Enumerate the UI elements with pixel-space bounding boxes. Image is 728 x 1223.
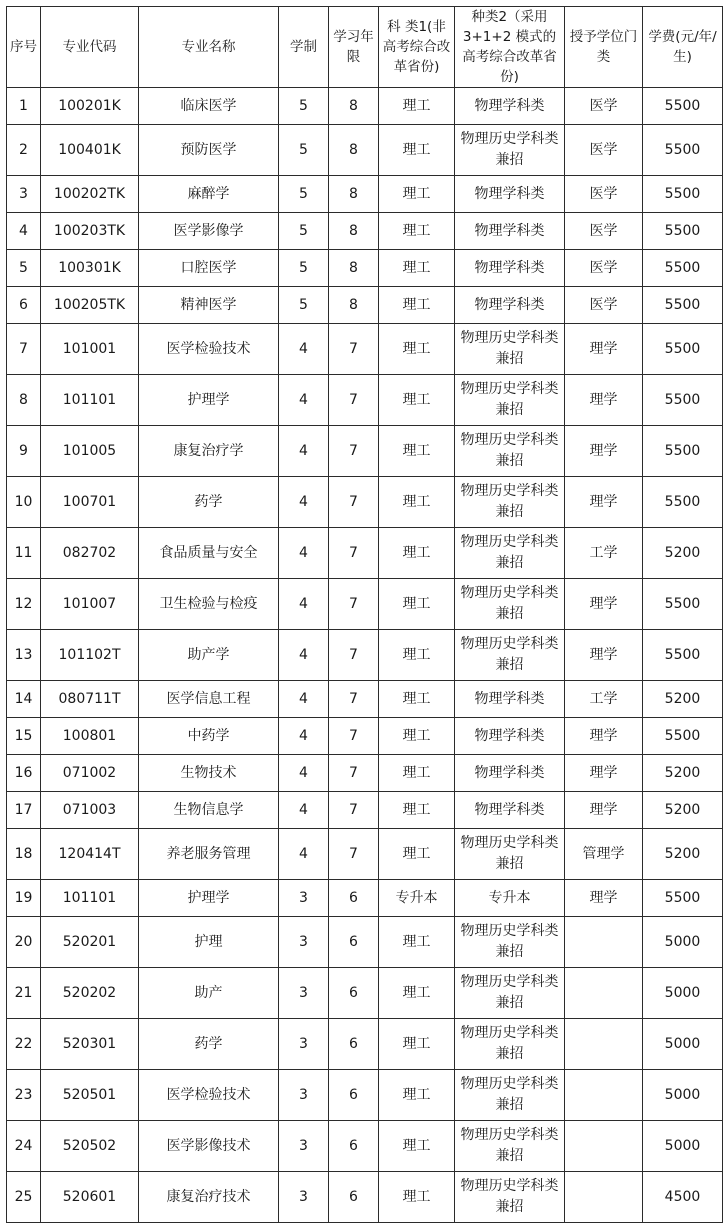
- table-row: [7, 681, 723, 718]
- cell-category-1: 理工: [379, 1019, 455, 1070]
- cell-major-code: 520301: [41, 1019, 139, 1070]
- cell-degree: [565, 1172, 643, 1223]
- cell-major-code: 100801: [41, 718, 139, 755]
- cell-major-name: 麻醉学: [139, 176, 279, 213]
- cell-category-1: 理工: [379, 1172, 455, 1223]
- cell-major-code: 080711T: [41, 681, 139, 718]
- cell-fee: 5000: [643, 917, 723, 968]
- header-fee: 学费(元/年/生): [643, 7, 723, 88]
- cell-major-code: 101101: [41, 375, 139, 426]
- cell-category-2: 物理历史学科类兼招: [455, 426, 565, 477]
- cell-system: 3: [279, 1121, 329, 1172]
- cell-seq: 19: [7, 880, 41, 917]
- cell-fee: 5500: [643, 630, 723, 681]
- cell-seq: 21: [7, 968, 41, 1019]
- cell-degree: 工学: [565, 681, 643, 718]
- cell-study-years: 8: [329, 250, 379, 287]
- cell-category-2: 物理历史学科类兼招: [455, 917, 565, 968]
- cell-seq: 14: [7, 681, 41, 718]
- cell-system: 3: [279, 1070, 329, 1121]
- cell-degree: [565, 1121, 643, 1172]
- cell-category-2: 物理学科类: [455, 681, 565, 718]
- cell-study-years: 7: [329, 579, 379, 630]
- cell-system: 4: [279, 718, 329, 755]
- cell-system: 4: [279, 426, 329, 477]
- cell-study-years: 8: [329, 176, 379, 213]
- cell-degree: 医学: [565, 213, 643, 250]
- cell-major-name: 医学影像学: [139, 213, 279, 250]
- cell-category-2: 物理历史学科类兼招: [455, 968, 565, 1019]
- cell-category-1: 理工: [379, 125, 455, 176]
- cell-category-2: 物理学科类: [455, 792, 565, 829]
- cell-seq: 5: [7, 250, 41, 287]
- cell-seq: 4: [7, 213, 41, 250]
- cell-system: 4: [279, 579, 329, 630]
- cell-major-name: 护理学: [139, 375, 279, 426]
- cell-study-years: 8: [329, 287, 379, 324]
- cell-major-name: 护理学: [139, 880, 279, 917]
- cell-degree: 理学: [565, 477, 643, 528]
- table-row: [7, 528, 723, 579]
- cell-seq: 3: [7, 176, 41, 213]
- cell-major-name: 生物技术: [139, 755, 279, 792]
- cell-study-years: 7: [329, 755, 379, 792]
- table-row: [7, 579, 723, 630]
- cell-major-name: 医学检验技术: [139, 1070, 279, 1121]
- cell-system: 4: [279, 375, 329, 426]
- cell-major-code: 520501: [41, 1070, 139, 1121]
- cell-major-name: 药学: [139, 1019, 279, 1070]
- cell-major-code: 101102T: [41, 630, 139, 681]
- cell-category-2: 物理历史学科类兼招: [455, 579, 565, 630]
- cell-seq: 18: [7, 829, 41, 880]
- cell-category-1: 理工: [379, 528, 455, 579]
- table-row: [7, 1121, 723, 1172]
- cell-study-years: 7: [329, 630, 379, 681]
- cell-category-2: 物理历史学科类兼招: [455, 829, 565, 880]
- cell-major-code: 100202TK: [41, 176, 139, 213]
- cell-degree: 理学: [565, 755, 643, 792]
- cell-degree: 医学: [565, 287, 643, 324]
- cell-study-years: 8: [329, 213, 379, 250]
- cell-major-code: 520502: [41, 1121, 139, 1172]
- cell-category-2: 物理历史学科类兼招: [455, 1121, 565, 1172]
- table-row: [7, 829, 723, 880]
- cell-major-code: 101007: [41, 579, 139, 630]
- cell-major-name: 医学检验技术: [139, 324, 279, 375]
- cell-seq: 13: [7, 630, 41, 681]
- cell-category-1: 理工: [379, 176, 455, 213]
- cell-study-years: 7: [329, 477, 379, 528]
- cell-fee: 5500: [643, 250, 723, 287]
- cell-degree: 理学: [565, 375, 643, 426]
- cell-seq: 16: [7, 755, 41, 792]
- header-name: 专业名称: [139, 7, 279, 88]
- cell-system: 4: [279, 477, 329, 528]
- cell-degree: 医学: [565, 250, 643, 287]
- table-row: [7, 718, 723, 755]
- cell-major-name: 中药学: [139, 718, 279, 755]
- table-row: [7, 917, 723, 968]
- cell-degree: 理学: [565, 792, 643, 829]
- cell-fee: 5500: [643, 880, 723, 917]
- cell-degree: 理学: [565, 579, 643, 630]
- cell-category-2: 物理历史学科类兼招: [455, 528, 565, 579]
- cell-seq: 8: [7, 375, 41, 426]
- header-row: [7, 7, 723, 88]
- cell-system: 5: [279, 213, 329, 250]
- cell-seq: 9: [7, 426, 41, 477]
- cell-fee: 5000: [643, 1070, 723, 1121]
- cell-study-years: 6: [329, 1070, 379, 1121]
- cell-major-code: 520201: [41, 917, 139, 968]
- cell-major-name: 精神医学: [139, 287, 279, 324]
- table-row: [7, 968, 723, 1019]
- cell-major-code: 101001: [41, 324, 139, 375]
- cell-study-years: 7: [329, 829, 379, 880]
- header-years: 学习年限: [329, 7, 379, 88]
- cell-category-2: 物理学科类: [455, 213, 565, 250]
- cell-major-name: 医学影像技术: [139, 1121, 279, 1172]
- cell-study-years: 6: [329, 968, 379, 1019]
- table-row: [7, 213, 723, 250]
- cell-category-1: 理工: [379, 1070, 455, 1121]
- cell-category-1: 理工: [379, 630, 455, 681]
- cell-system: 5: [279, 176, 329, 213]
- cell-category-1: 理工: [379, 792, 455, 829]
- table-row: [7, 1019, 723, 1070]
- cell-fee: 5500: [643, 477, 723, 528]
- cell-category-1: 理工: [379, 477, 455, 528]
- cell-seq: 6: [7, 287, 41, 324]
- cell-category-1: 理工: [379, 718, 455, 755]
- cell-category-2: 物理历史学科类兼招: [455, 375, 565, 426]
- table-row: [7, 1070, 723, 1121]
- cell-major-name: 卫生检验与检疫: [139, 579, 279, 630]
- cell-seq: 7: [7, 324, 41, 375]
- cell-degree: 理学: [565, 880, 643, 917]
- cell-category-1: 理工: [379, 917, 455, 968]
- cell-major-name: 康复治疗技术: [139, 1172, 279, 1223]
- cell-degree: [565, 917, 643, 968]
- cell-major-name: 医学信息工程: [139, 681, 279, 718]
- cell-seq: 15: [7, 718, 41, 755]
- cell-category-1: 理工: [379, 1121, 455, 1172]
- major-fee-table: [6, 6, 723, 1223]
- cell-category-2: 物理历史学科类兼招: [455, 1070, 565, 1121]
- cell-degree: 医学: [565, 88, 643, 125]
- cell-study-years: 7: [329, 718, 379, 755]
- cell-system: 3: [279, 917, 329, 968]
- cell-system: 4: [279, 755, 329, 792]
- cell-major-name: 口腔医学: [139, 250, 279, 287]
- cell-major-code: 520601: [41, 1172, 139, 1223]
- table-row: [7, 630, 723, 681]
- cell-system: 5: [279, 125, 329, 176]
- cell-degree: 医学: [565, 125, 643, 176]
- cell-study-years: 7: [329, 681, 379, 718]
- cell-system: 4: [279, 528, 329, 579]
- cell-major-name: 康复治疗学: [139, 426, 279, 477]
- cell-category-2: 物理学科类: [455, 88, 565, 125]
- header-seq: 序号: [7, 7, 41, 88]
- header-code: 专业代码: [41, 7, 139, 88]
- table-row: [7, 755, 723, 792]
- cell-category-2: 物理历史学科类兼招: [455, 1019, 565, 1070]
- cell-system: 5: [279, 287, 329, 324]
- table-row: [7, 792, 723, 829]
- cell-fee: 5000: [643, 1121, 723, 1172]
- cell-degree: 理学: [565, 426, 643, 477]
- cell-major-name: 助产学: [139, 630, 279, 681]
- cell-study-years: 6: [329, 880, 379, 917]
- cell-seq: 12: [7, 579, 41, 630]
- cell-degree: [565, 1070, 643, 1121]
- cell-fee: 5200: [643, 755, 723, 792]
- cell-system: 3: [279, 1172, 329, 1223]
- cell-fee: 5000: [643, 968, 723, 1019]
- cell-category-1: 理工: [379, 755, 455, 792]
- cell-category-1: 专升本: [379, 880, 455, 917]
- cell-system: 4: [279, 324, 329, 375]
- cell-category-1: 理工: [379, 88, 455, 125]
- cell-fee: 5500: [643, 426, 723, 477]
- cell-fee: 5200: [643, 792, 723, 829]
- cell-degree: 理学: [565, 718, 643, 755]
- cell-fee: 5500: [643, 176, 723, 213]
- cell-category-1: 理工: [379, 426, 455, 477]
- cell-seq: 22: [7, 1019, 41, 1070]
- cell-seq: 10: [7, 477, 41, 528]
- cell-major-code: 100701: [41, 477, 139, 528]
- cell-study-years: 6: [329, 1019, 379, 1070]
- table-row: [7, 125, 723, 176]
- cell-seq: 2: [7, 125, 41, 176]
- cell-system: 4: [279, 792, 329, 829]
- table-row: [7, 176, 723, 213]
- cell-category-2: 物理历史学科类兼招: [455, 630, 565, 681]
- cell-system: 5: [279, 88, 329, 125]
- cell-category-1: 理工: [379, 287, 455, 324]
- cell-major-name: 生物信息学: [139, 792, 279, 829]
- cell-major-code: 520202: [41, 968, 139, 1019]
- cell-category-1: 理工: [379, 250, 455, 287]
- cell-degree: 理学: [565, 324, 643, 375]
- cell-major-code: 100401K: [41, 125, 139, 176]
- cell-degree: [565, 1019, 643, 1070]
- cell-major-name: 药学: [139, 477, 279, 528]
- cell-degree: 管理学: [565, 829, 643, 880]
- cell-degree: 医学: [565, 176, 643, 213]
- cell-fee: 5500: [643, 125, 723, 176]
- table-row: [7, 88, 723, 125]
- cell-fee: 5500: [643, 718, 723, 755]
- cell-major-code: 071003: [41, 792, 139, 829]
- cell-fee: 4500: [643, 1172, 723, 1223]
- cell-seq: 17: [7, 792, 41, 829]
- cell-category-2: 物理学科类: [455, 718, 565, 755]
- cell-study-years: 7: [329, 375, 379, 426]
- cell-category-2: 专升本: [455, 880, 565, 917]
- cell-category-1: 理工: [379, 324, 455, 375]
- cell-major-name: 养老服务管理: [139, 829, 279, 880]
- cell-fee: 5200: [643, 829, 723, 880]
- cell-fee: 5500: [643, 579, 723, 630]
- cell-seq: 1: [7, 88, 41, 125]
- cell-major-code: 082702: [41, 528, 139, 579]
- cell-degree: [565, 968, 643, 1019]
- cell-major-code: 071002: [41, 755, 139, 792]
- cell-fee: 5500: [643, 375, 723, 426]
- table-row: [7, 880, 723, 917]
- cell-system: 3: [279, 880, 329, 917]
- cell-system: 4: [279, 681, 329, 718]
- cell-category-2: 物理学科类: [455, 176, 565, 213]
- table-row: [7, 250, 723, 287]
- cell-fee: 5500: [643, 287, 723, 324]
- cell-major-code: 101005: [41, 426, 139, 477]
- cell-major-code: 120414T: [41, 829, 139, 880]
- cell-system: 3: [279, 1019, 329, 1070]
- cell-major-name: 助产: [139, 968, 279, 1019]
- cell-study-years: 8: [329, 88, 379, 125]
- cell-degree: 理学: [565, 630, 643, 681]
- cell-major-name: 临床医学: [139, 88, 279, 125]
- cell-category-2: 物理历史学科类兼招: [455, 1172, 565, 1223]
- cell-study-years: 6: [329, 1172, 379, 1223]
- cell-major-name: 食品质量与安全: [139, 528, 279, 579]
- cell-study-years: 7: [329, 324, 379, 375]
- table-row: [7, 375, 723, 426]
- cell-category-1: 理工: [379, 829, 455, 880]
- cell-fee: 5200: [643, 528, 723, 579]
- cell-category-1: 理工: [379, 375, 455, 426]
- cell-seq: 20: [7, 917, 41, 968]
- cell-system: 3: [279, 968, 329, 1019]
- cell-category-2: 物理历史学科类兼招: [455, 324, 565, 375]
- cell-fee: 5500: [643, 213, 723, 250]
- cell-category-2: 物理历史学科类兼招: [455, 125, 565, 176]
- cell-study-years: 7: [329, 792, 379, 829]
- cell-seq: 23: [7, 1070, 41, 1121]
- cell-degree: 工学: [565, 528, 643, 579]
- cell-category-2: 物理学科类: [455, 287, 565, 324]
- table-row: [7, 1172, 723, 1223]
- cell-study-years: 8: [329, 125, 379, 176]
- cell-category-1: 理工: [379, 213, 455, 250]
- cell-seq: 11: [7, 528, 41, 579]
- cell-major-code: 100205TK: [41, 287, 139, 324]
- cell-major-code: 100203TK: [41, 213, 139, 250]
- cell-system: 5: [279, 250, 329, 287]
- cell-major-code: 100301K: [41, 250, 139, 287]
- header-category-1: 科 类1(非高考综合改革省份): [379, 7, 455, 88]
- cell-category-1: 理工: [379, 579, 455, 630]
- cell-category-1: 理工: [379, 968, 455, 1019]
- cell-category-1: 理工: [379, 681, 455, 718]
- cell-study-years: 6: [329, 1121, 379, 1172]
- cell-study-years: 7: [329, 528, 379, 579]
- cell-study-years: 6: [329, 917, 379, 968]
- cell-system: 4: [279, 829, 329, 880]
- cell-system: 4: [279, 630, 329, 681]
- cell-fee: 5000: [643, 1019, 723, 1070]
- header-system: 学制: [279, 7, 329, 88]
- table-row: [7, 477, 723, 528]
- cell-major-code: 100201K: [41, 88, 139, 125]
- cell-study-years: 7: [329, 426, 379, 477]
- cell-category-2: 物理历史学科类兼招: [455, 477, 565, 528]
- header-category-2: 种类2（采用3+1+2 模式的高考综合改革省份): [455, 7, 565, 88]
- cell-fee: 5500: [643, 88, 723, 125]
- cell-fee: 5200: [643, 681, 723, 718]
- table-row: [7, 324, 723, 375]
- cell-seq: 24: [7, 1121, 41, 1172]
- cell-category-2: 物理学科类: [455, 755, 565, 792]
- cell-fee: 5500: [643, 324, 723, 375]
- cell-major-name: 护理: [139, 917, 279, 968]
- cell-seq: 25: [7, 1172, 41, 1223]
- cell-category-2: 物理学科类: [455, 250, 565, 287]
- table-row: [7, 287, 723, 324]
- header-degree: 授予学位门类: [565, 7, 643, 88]
- cell-major-code: 101101: [41, 880, 139, 917]
- table-row: [7, 426, 723, 477]
- cell-major-name: 预防医学: [139, 125, 279, 176]
